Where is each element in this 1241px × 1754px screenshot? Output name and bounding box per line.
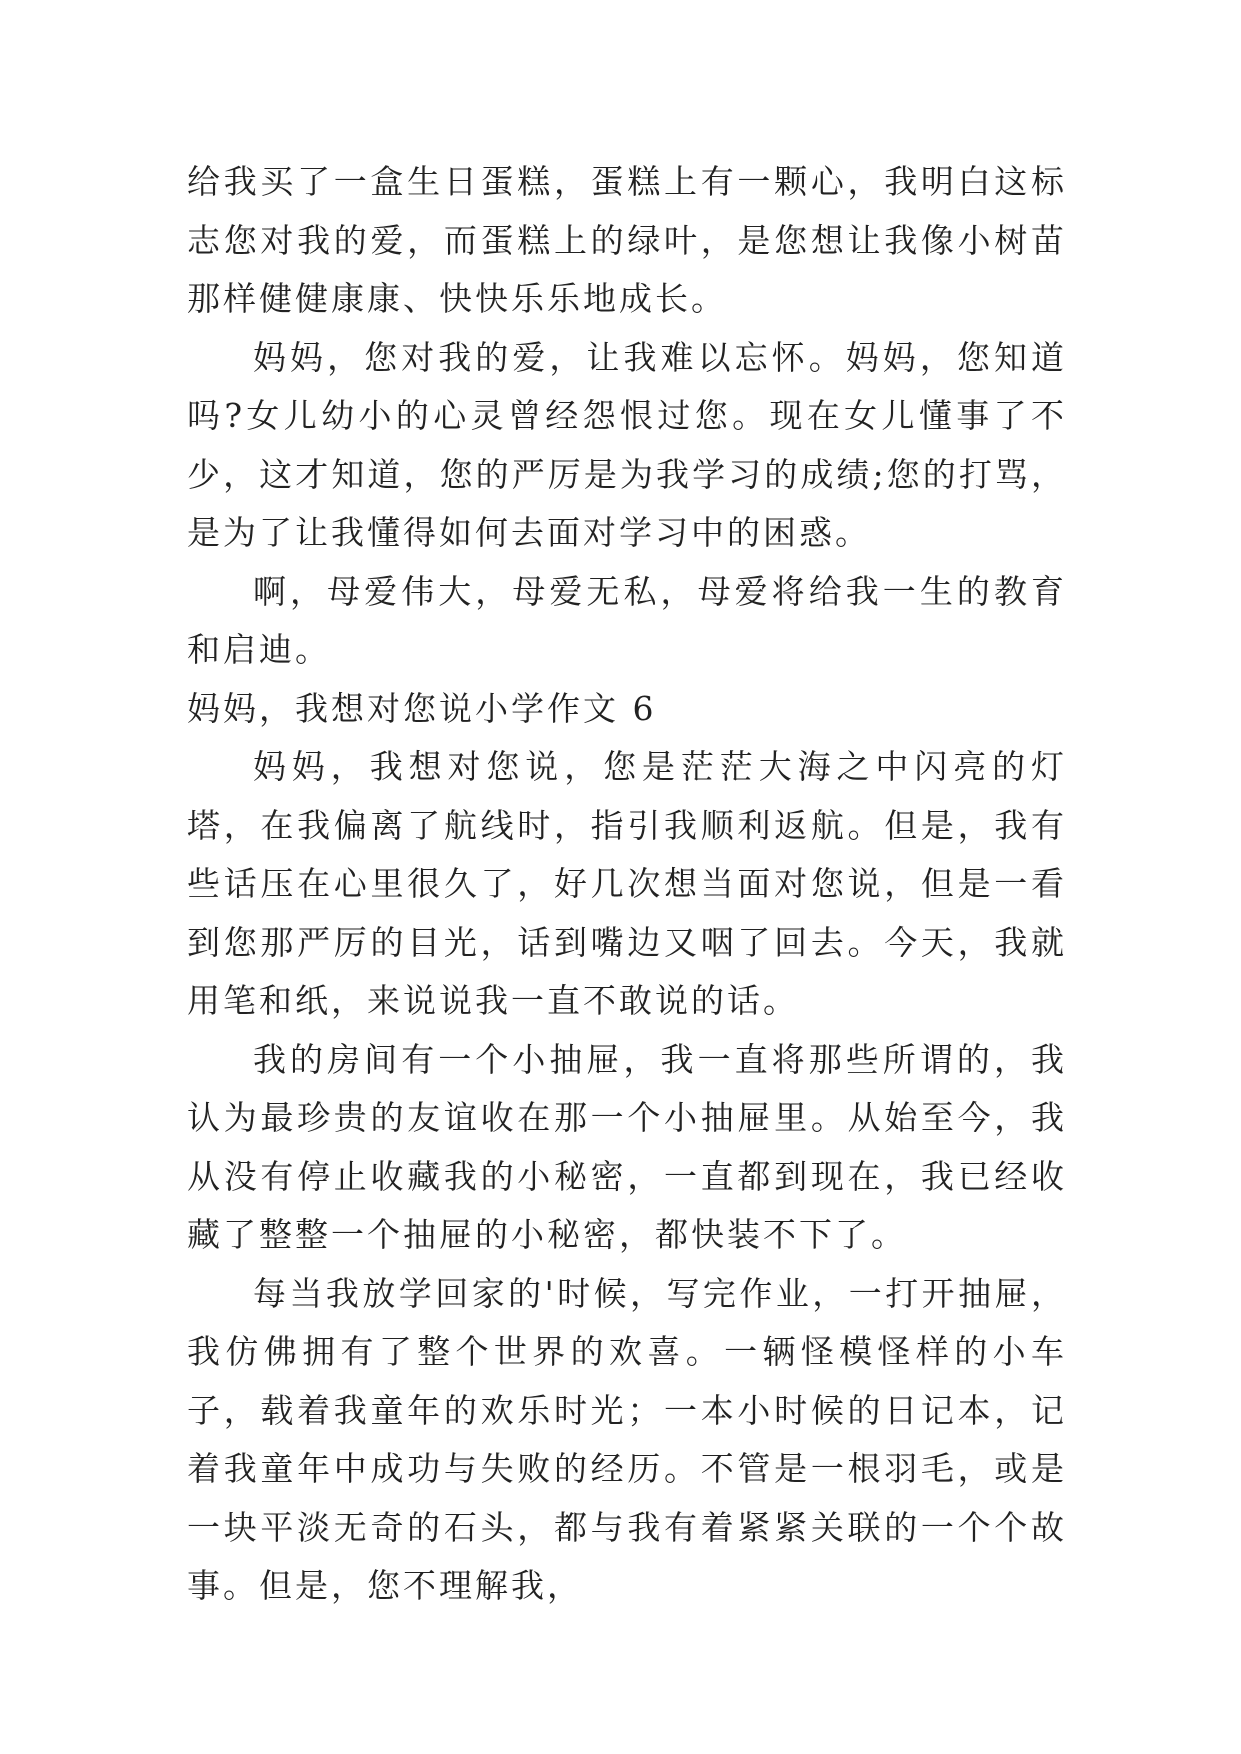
paragraph: 啊，母爱伟大，母爱无私，母爱将给我一生的教育和启迪。 xyxy=(187,571,1067,669)
paragraph: 妈妈，您对我的爱，让我难以忘怀。妈妈，您知道吗?女儿幼小的心灵曾经怨恨过您。现在女儿懂事了不少，这才知道，您的严厉是为我学习的成绩;您的打骂，是为了让我懂得如何去面对学习中的困惑。 xyxy=(187,337,1067,552)
paragraph: 我的房间有一个小抽屉，我一直将那些所谓的，我认为最珍贵的友谊收在那一个小抽屉里。从始至今，我从没有停止收藏我的小秘密，一直都到现在，我已经收藏了整整一个抽屉的小秘密，都快装不下了。 xyxy=(187,1039,1067,1254)
paragraph: 妈妈，我想对您说，您是茫茫大海之中闪亮的灯塔，在我偏离了航线时，指引我顺利返航。但是，我有些话压在心里很久了，好几次想当面对您说，但是一看到您那严厉的目光，话到嘴边又咽了回去。今天，我就用笔和纸，来说说我一直不敢说的话。 xyxy=(187,747,1067,1020)
paragraph: 每当我放学回家的'时候，写完作业，一打开抽屉，我仿佛拥有了整个世界的欢喜。一辆怪模怪样的小车子，载着我童年的欢乐时光；一本小时候的日记本，记着我童年中成功与失败的经历。不管是一根羽毛，或是一块平淡无奇的石头，都与我有着紧紧关联的一个个故事。但是，您不理解我， xyxy=(187,1273,1067,1605)
document-body xyxy=(187,153,1067,1616)
section-title: 妈妈，我想对您说小学作文 6 xyxy=(187,688,657,728)
paragraph-continued: 给我买了一盒生日蛋糕，蛋糕上有一颗心，我明白这标志您对我的爱，而蛋糕上的绿叶，是您想让我像小树苗那样健健康康、快快乐乐地成长。 xyxy=(187,162,1067,318)
